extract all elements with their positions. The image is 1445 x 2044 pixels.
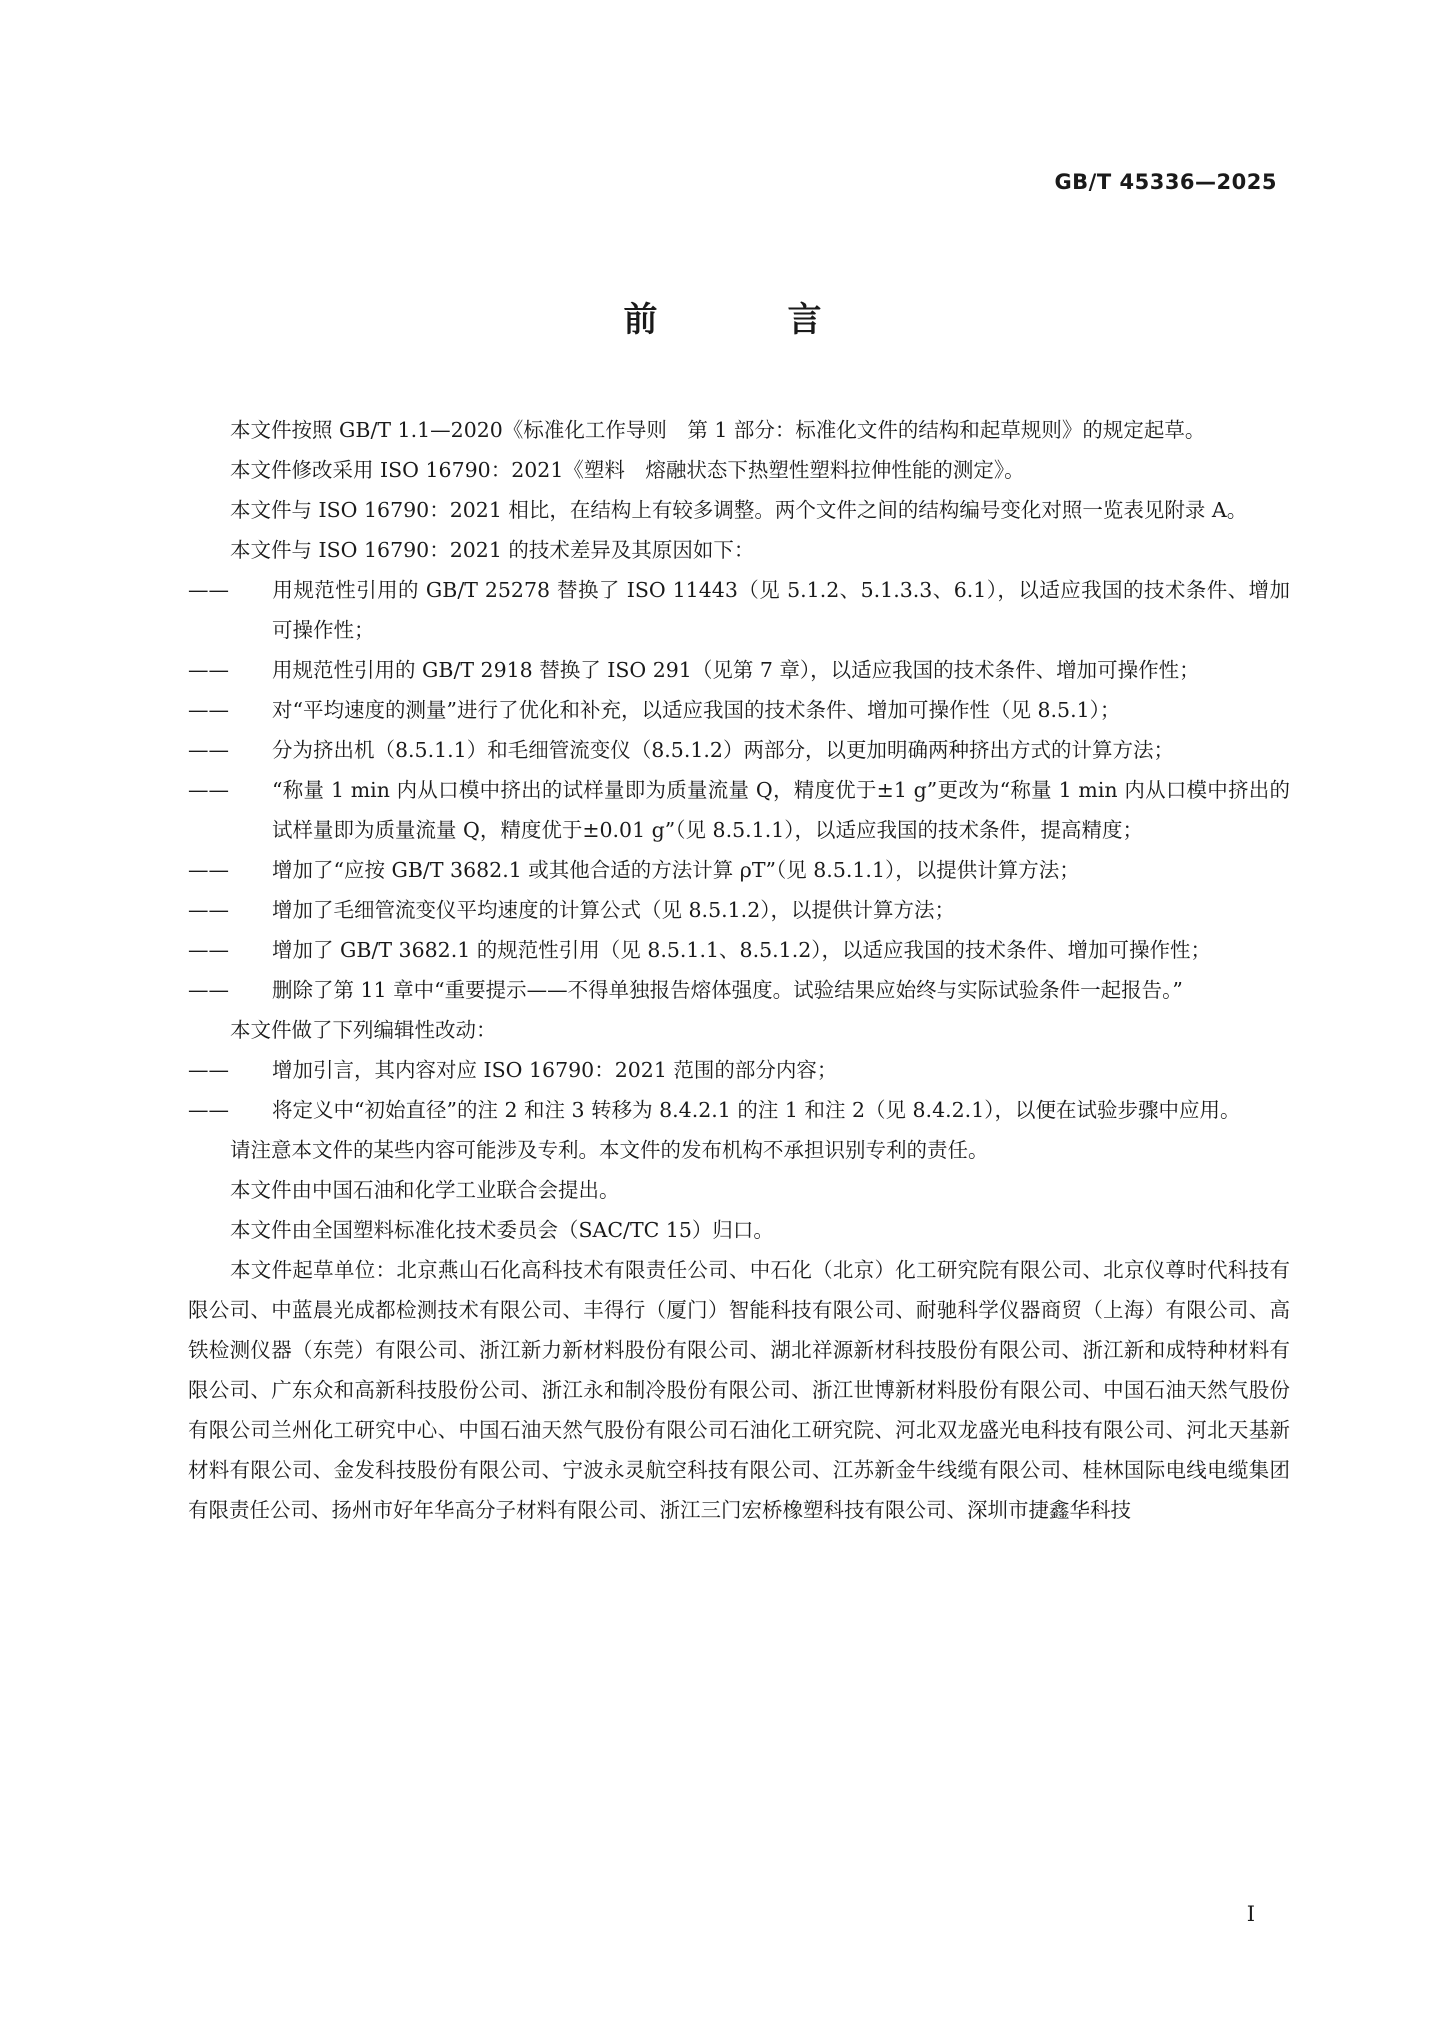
list-item-text: 删除了第 11 章中“重要提示——不得单独报告熔体强度。试验结果应始终与实际试验条件一起报告。” (272, 978, 1183, 1002)
standard-code: GB/T 45336—2025 (1054, 170, 1277, 194)
list-item (188, 770, 1290, 850)
list-item (188, 1050, 1290, 1090)
list-item (188, 1090, 1290, 1130)
list-item-text: “称量 1 min 内从口模中挤出的试样量即为质量流量 Q，精度优于±1 g”更改为“称量 1 min 内从口模中挤出的试样量即为质量流量 Q，精度优于±0.01 g”（见 8.5.1.1），以适应我国的技术条件，提高精度； (272, 778, 1290, 842)
list-item-text: 分为挤出机（8.5.1.1）和毛细管流变仪（8.5.1.2）两部分，以更加明确两种挤出方式的计算方法； (272, 738, 1174, 762)
editorial-changes-list (188, 1050, 1290, 1130)
dash-mark: —— (188, 1098, 229, 1122)
list-item (188, 570, 1290, 650)
dash-mark: —— (188, 578, 229, 602)
paragraph-administrator: 本文件由全国塑料标准化技术委员会（SAC/TC 15）归口。 (230, 1218, 774, 1242)
page-title: 前 言 (623, 300, 870, 340)
dash-mark: —— (188, 698, 229, 722)
list-item (188, 930, 1290, 970)
dash-mark: —— (188, 1058, 229, 1082)
dash-mark: —— (188, 898, 229, 922)
dash-mark: —— (188, 778, 229, 802)
paragraph-adoption: 本文件修改采用 ISO 16790：2021《塑料 熔融状态下热塑性塑料拉伸性能的测定》。 (230, 458, 1025, 482)
list-item (188, 650, 1290, 690)
page-number: I (1246, 1902, 1255, 1926)
list-item-text: 用规范性引用的 GB/T 25278 替换了 ISO 11443（见 5.1.2、5.1.3.3、6.1），以适应我国的技术条件、增加可操作性； (272, 578, 1290, 642)
list-item (188, 970, 1290, 1010)
list-item-text: 对“平均速度的测量”进行了优化和补充，以适应我国的技术条件、增加可操作性（见 8.5.1）； (272, 698, 1121, 722)
tech-differences-list (188, 570, 1290, 1010)
list-item (188, 890, 1290, 930)
paragraph-structure-changes: 本文件与 ISO 16790：2021 相比，在结构上有较多调整。两个文件之间的结构编号变化对照一览表见附录 A。 (230, 498, 1248, 522)
dash-mark: —— (188, 978, 229, 1002)
paragraph-drafting-organizations: 本文件起草单位：北京燕山石化高科技术有限责任公司、中石化（北京）化工研究院有限公司、北京仪尊时代科技有限公司、中蓝晨光成都检测技术有限公司、丰得行（厦门）智能科技有限公司、耐驰科学仪器商贸（上海）有限公司、高铁检测仪器（东莞）有限公司、浙江新力新材料股份有限公司、湖北祥源新材科技股份有限公司、浙江新和成特种材料有限公司、广东众和高新科技股份公司、浙江永和制冷股份有限公司、浙江世博新材料股份有限公司、中国石油天然气股份有限公司兰州化工研究中心、中国石油天然气股份有限公司石油化工研究院、河北双龙盛光电科技有限公司、河北天基新材料有限公司、金发科技股份有限公司、宁波永灵航空科技有限公司、江苏新金牛线缆有限公司、桂林国际电线电缆集团有限责任公司、扬州市好年华高分子材料有限公司、浙江三门宏桥橡塑科技有限公司、深圳市捷鑫华科技 (188, 1258, 1290, 1522)
foreword-body (188, 410, 1290, 1530)
dash-mark: —— (188, 938, 229, 962)
list-item (188, 690, 1290, 730)
dash-mark: —— (188, 738, 229, 762)
paragraph-drafting-rules: 本文件按照 GB/T 1.1—2020《标准化工作导则 第 1 部分：标准化文件的结构和起草规则》的规定起草。 (230, 418, 1206, 442)
paragraph-editorial-intro: 本文件做了下列编辑性改动： (230, 1018, 497, 1042)
list-item-text: 增加了“应按 GB/T 3682.1 或其他合适的方法计算 ρT”（见 8.5.1.1），以提供计算方法； (272, 858, 1080, 882)
paragraph-patent-notice: 请注意本文件的某些内容可能涉及专利。本文件的发布机构不承担识别专利的责任。 (230, 1138, 989, 1162)
paragraph-tech-diff-intro: 本文件与 ISO 16790：2021 的技术差异及其原因如下： (230, 538, 755, 562)
dash-mark: —— (188, 858, 229, 882)
dash-mark: —— (188, 658, 229, 682)
list-item-text: 增加了 GB/T 3682.1 的规范性引用（见 8.5.1.1、8.5.1.2），以适应我国的技术条件、增加可操作性； (272, 938, 1212, 962)
list-item-text: 用规范性引用的 GB/T 2918 替换了 ISO 291（见第 7 章），以适应我国的技术条件、增加可操作性； (272, 658, 1200, 682)
list-item (188, 730, 1290, 770)
list-item-text: 增加了毛细管流变仪平均速度的计算公式（见 8.5.1.2），以提供计算方法； (272, 898, 955, 922)
list-item-text: 将定义中“初始直径”的注 2 和注 3 转移为 8.4.2.1 的注 1 和注 2（见 8.4.2.1），以便在试验步骤中应用。 (272, 1098, 1241, 1122)
list-item-text: 增加引言，其内容对应 ISO 16790：2021 范围的部分内容； (272, 1058, 838, 1082)
list-item (188, 850, 1290, 890)
paragraph-proposer: 本文件由中国石油和化学工业联合会提出。 (230, 1178, 620, 1202)
